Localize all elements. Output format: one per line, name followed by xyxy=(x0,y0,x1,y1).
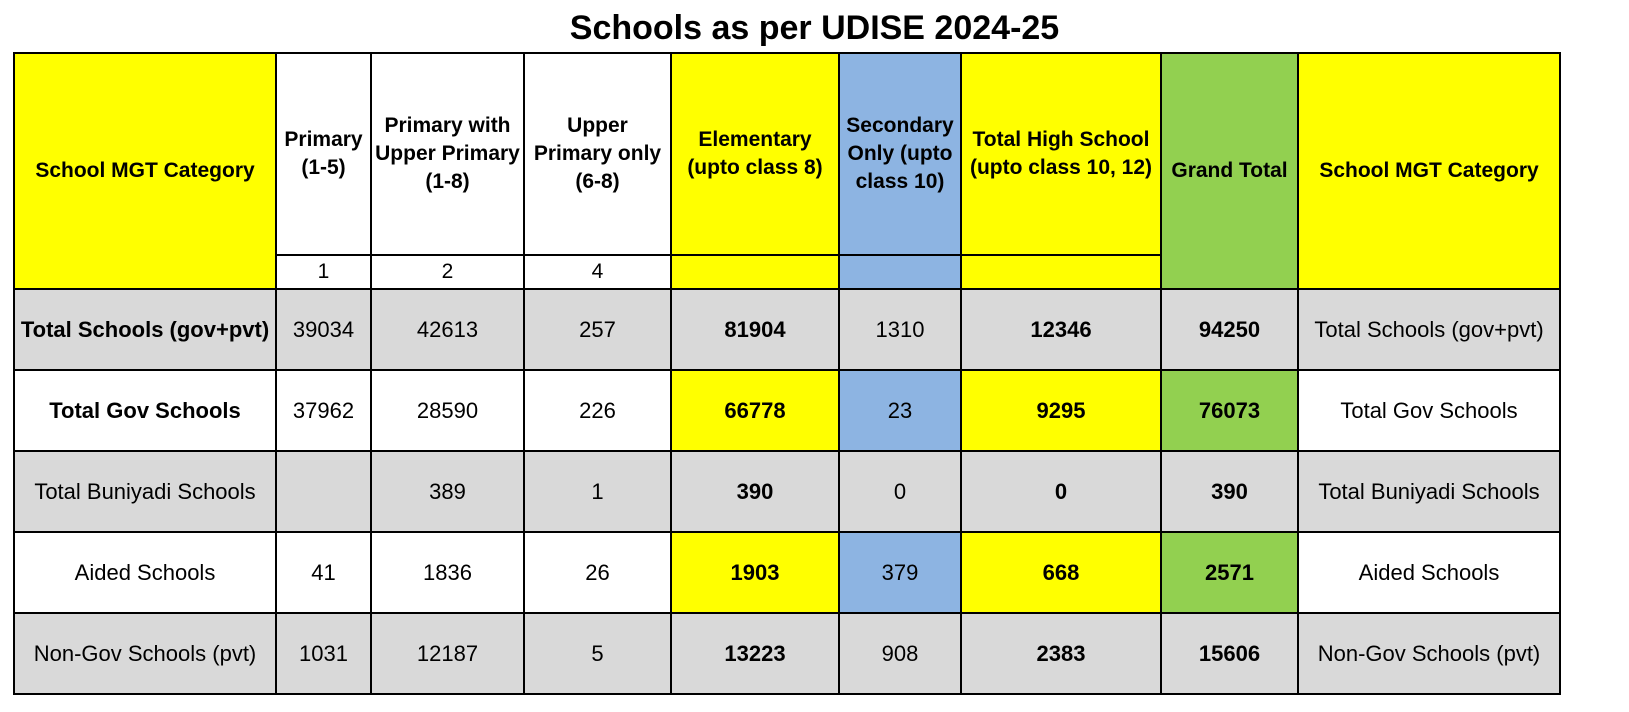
cell-primary-upper: 389 xyxy=(371,451,524,532)
row-label: Total Gov Schools xyxy=(14,370,276,451)
cell-secondary: 379 xyxy=(839,532,961,613)
header-secondary: Secondary Only (upto class 10) xyxy=(839,53,961,255)
cell-high-school: 12346 xyxy=(961,289,1161,370)
row-label: Total Schools (gov+pvt) xyxy=(14,289,276,370)
table-row xyxy=(14,613,1560,694)
cell-primary: 1031 xyxy=(276,613,371,694)
column-number-upper-primary: 4 xyxy=(524,255,671,289)
page-title: Schools as per UDISE 2024-25 xyxy=(569,9,1060,47)
cell-elementary: 390 xyxy=(671,451,839,532)
cell-primary-upper: 1836 xyxy=(371,532,524,613)
cell-secondary: 1310 xyxy=(839,289,961,370)
cell-grand-total: 94250 xyxy=(1161,289,1298,370)
table-row xyxy=(14,451,1560,532)
cell-elementary: 1903 xyxy=(671,532,839,613)
cell-elementary: 66778 xyxy=(671,370,839,451)
column-number-primary-upper: 2 xyxy=(371,255,524,289)
table-row xyxy=(14,289,1560,370)
cell-upper-primary: 26 xyxy=(524,532,671,613)
column-number-elementary xyxy=(671,255,839,289)
cell-elementary: 13223 xyxy=(671,613,839,694)
cell-upper-primary: 226 xyxy=(524,370,671,451)
cell-secondary: 23 xyxy=(839,370,961,451)
table-row xyxy=(14,370,1560,451)
cell-grand-total: 390 xyxy=(1161,451,1298,532)
cell-secondary: 0 xyxy=(839,451,961,532)
row-label-right: Total Schools (gov+pvt) xyxy=(1298,289,1560,370)
column-number-secondary xyxy=(839,255,961,289)
header-category-left: School MGT Category xyxy=(14,53,276,289)
row-label-right: Aided Schools xyxy=(1298,532,1560,613)
cell-grand-total: 15606 xyxy=(1161,613,1298,694)
cell-primary-upper: 12187 xyxy=(371,613,524,694)
cell-primary: 41 xyxy=(276,532,371,613)
cell-elementary: 81904 xyxy=(671,289,839,370)
schools-table xyxy=(13,52,1561,695)
cell-high-school: 9295 xyxy=(961,370,1161,451)
header-primary: Primary (1-5) xyxy=(276,53,371,255)
row-label: Aided Schools xyxy=(14,532,276,613)
cell-primary xyxy=(276,451,371,532)
cell-high-school: 2383 xyxy=(961,613,1161,694)
header-grand-total: Grand Total xyxy=(1161,53,1298,289)
header-row xyxy=(14,53,1560,255)
cell-primary-upper: 42613 xyxy=(371,289,524,370)
header-primary-upper: Primary with Upper Primary (1-8) xyxy=(371,53,524,255)
row-label-right: Non-Gov Schools (pvt) xyxy=(1298,613,1560,694)
cell-high-school: 0 xyxy=(961,451,1161,532)
cell-secondary: 908 xyxy=(839,613,961,694)
row-label-right: Total Gov Schools xyxy=(1298,370,1560,451)
cell-high-school: 668 xyxy=(961,532,1161,613)
header-upper-primary: Upper Primary only (6-8) xyxy=(524,53,671,255)
cell-upper-primary: 257 xyxy=(524,289,671,370)
cell-grand-total: 2571 xyxy=(1161,532,1298,613)
cell-grand-total: 76073 xyxy=(1161,370,1298,451)
cell-upper-primary: 1 xyxy=(524,451,671,532)
column-number-high-school xyxy=(961,255,1161,289)
cell-upper-primary: 5 xyxy=(524,613,671,694)
header-elementary: Elementary (upto class 8) xyxy=(671,53,839,255)
column-number-primary: 1 xyxy=(276,255,371,289)
table-row xyxy=(14,532,1560,613)
header-category-right: School MGT Category xyxy=(1298,53,1560,289)
cell-primary: 39034 xyxy=(276,289,371,370)
row-label-right: Total Buniyadi Schools xyxy=(1298,451,1560,532)
header-high-school: Total High School (upto class 10, 12) xyxy=(961,53,1161,255)
cell-primary: 37962 xyxy=(276,370,371,451)
row-label: Non-Gov Schools (pvt) xyxy=(14,613,276,694)
row-label: Total Buniyadi Schools xyxy=(14,451,276,532)
cell-primary-upper: 28590 xyxy=(371,370,524,451)
